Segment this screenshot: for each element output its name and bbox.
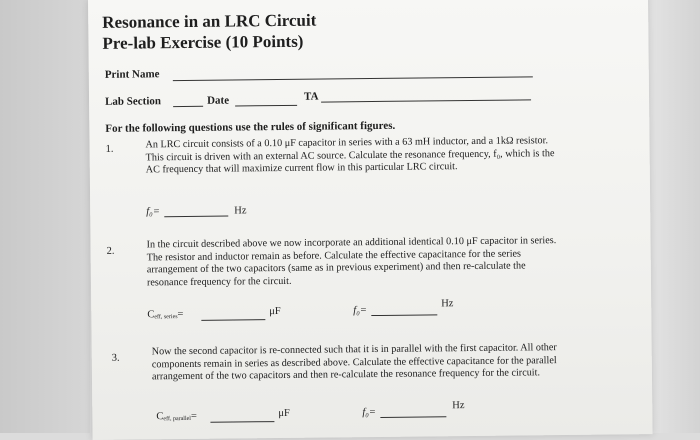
- question-1-text: An LRC circuit consists of a 0.10 μF capacitor in series with a 63 mH inductor, and a 1kΩ resistor. This circuit is driven with an external AC source. Calculate the resonance frequency, f₀, which is the AC frequency that will maximize current flow in this particular LRC circuit.: [145, 135, 555, 176]
- question-1-f0-field[interactable]: [164, 216, 228, 218]
- question-3-ceff-unit: μF: [278, 407, 290, 420]
- question-3-ceff-field[interactable]: [210, 421, 274, 423]
- question-2-text: In the circuit described above we now incorporate an additional identical 0.10 μF capacitor in series. The resistor and inductor remain as before. Calculate the effective capacitance for the series arrangement of the two capacitors (same as in previous experiment) and then re-calculate the resonance frequency for the circuit.: [146, 235, 557, 289]
- question-2-ceff-unit: μF: [269, 305, 281, 318]
- question-3-f0-label: f₀=: [362, 407, 377, 419]
- question-2-number: 2.: [106, 245, 115, 257]
- lab-section-field[interactable]: [173, 106, 203, 107]
- question-1-number: 1.: [105, 143, 114, 155]
- question-2-f0-unit: Hz: [441, 298, 454, 310]
- date-label: Date: [206, 94, 230, 107]
- instructions-text: For the following questions use the rules of significant figures.: [105, 119, 396, 135]
- question-3-number: 3.: [111, 352, 120, 364]
- background-left: [0, 0, 90, 433]
- question-2-ceff-label: Ceff, series=: [147, 309, 184, 321]
- question-3-ceff-label: Ceff, parallel=: [156, 410, 197, 423]
- question-3-f0-unit: Hz: [452, 400, 465, 412]
- page-subtitle: Pre-lab Exercise (10 Points): [102, 31, 304, 53]
- question-2-ceff-field[interactable]: [201, 319, 265, 321]
- print-name-field[interactable]: [173, 76, 533, 81]
- date-field[interactable]: [235, 105, 297, 107]
- question-1-f0-unit: Hz: [234, 205, 247, 217]
- question-3-text: Now the second capacitor is re-connected such that it is in parallel with the first capacitor. All other components remain in series as described above. Calculate the effective capacitance for the parallel arrangement of the two capacitors and then re-calculate the resonance frequency for the circuit.: [151, 342, 557, 383]
- print-name-label: Print Name: [104, 68, 160, 81]
- question-2-f0-label: f₀=: [353, 305, 367, 317]
- question-2-f0-field[interactable]: [371, 314, 437, 316]
- question-1-f0-label: f₀=: [146, 206, 160, 218]
- worksheet-page: [88, 0, 653, 440]
- lab-section-label: Lab Section: [105, 95, 162, 108]
- page-title: Resonance in an LRC Circuit: [102, 10, 317, 32]
- question-3-f0-field[interactable]: [380, 416, 446, 418]
- ta-field[interactable]: [321, 99, 531, 102]
- ta-label: TA: [303, 90, 319, 103]
